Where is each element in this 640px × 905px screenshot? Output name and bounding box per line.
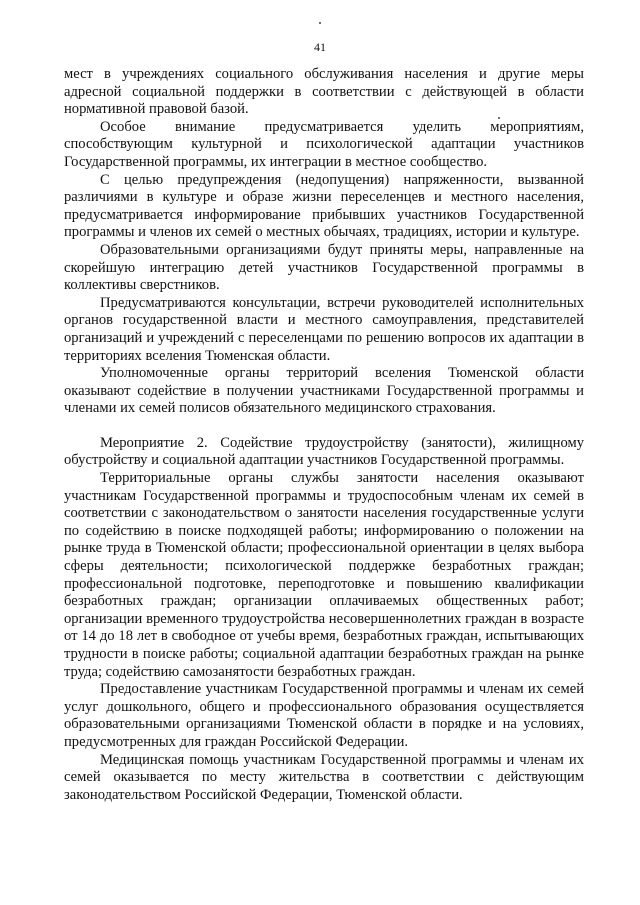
paragraph-informing: С целью предупреждения (недопущения) напряженности, вызванной различиями в культуре и образе жизни переселенцев и местного населения, предусматривается информирование прибывших участников Государственной программы и членов их семей о местных обычаях, традициях, истории и культуре. bbox=[64, 171, 584, 241]
paragraph-medical-insurance: Уполномоченные органы территорий вселения Тюменской области оказывают содействие в получении участниками Государственной программы и членами их семей полисов обязательного медицинского страхования. bbox=[64, 365, 584, 417]
measure-2-heading: Мероприятие 2. Содействие трудоустройству (занятости), жилищному обустройству и социальной адаптации участников Государственной программы. bbox=[64, 434, 584, 469]
paragraph-education: Предоставление участникам Государственной программы и членам их семей услуг дошкольного, общего и профессионального образования осуществляется образовательными организациями Тюменской области в порядке и на условиях, предусмотренных для граждан Российской Федерации. bbox=[64, 681, 584, 750]
paragraph-employment-services: Территориальные органы службы занятости населения оказывают участникам Государственной программы и трудоспособным членам их семей в соответствии с законодательством о занятости населения государственные услуги по содействию в поиске подходящей работы; информированию о положении на рынке труда в Тюменской области; профессиональной ориентации в целях выбора сферы деятельности; психологической поддержке безработных граждан; профессиональной подготовке, переподготовке и повышению квалификации безработных граждан; организации оплачиваемых общественных работ; организации временного трудоустройства несовершеннолетних граждан в возрасте от 14 до 18 лет в свободное от учебы время, безработных граждан, испытывающих трудности в поиске работы; социальной адаптации безработных граждан на рынке труда; содействию самозанятости безработных граждан. bbox=[64, 470, 584, 680]
paragraph-children-integration: Образовательными организациями будут приняты меры, направленные на скорейшую интеграцию детей участников Государственной программы в коллективы сверстников. bbox=[64, 241, 584, 294]
page-number: 41 bbox=[314, 40, 326, 54]
paragraph-cultural-adaptation: Особое внимание предусматривается уделить мероприятиям, способствующим культурной и психологической адаптации участников Государственной программы, их интеграции в местное сообщество. bbox=[64, 118, 584, 170]
scan-speck bbox=[319, 22, 321, 24]
document-body bbox=[64, 66, 584, 804]
paragraph-medical-care: Медицинская помощь участникам Государственной программы и членам их семей оказывается по месту жительства в соответствии с действующим законодательством Российской Федерации, Тюменской области. bbox=[64, 751, 584, 803]
paragraph-consultations: Предусматриваются консультации, встречи руководителей исполнительных органов государственной власти и местного самоуправления, представителей организаций и учреждений с переселенцами по решению вопросов их адаптации в территориях вселения Тюменская области. bbox=[64, 294, 584, 364]
paragraph-continuation: мест в учреждениях социального обслуживания населения и другие меры адресной социальной поддержки в соответствии с действующей в области нормативной правовой базой. bbox=[64, 66, 584, 118]
